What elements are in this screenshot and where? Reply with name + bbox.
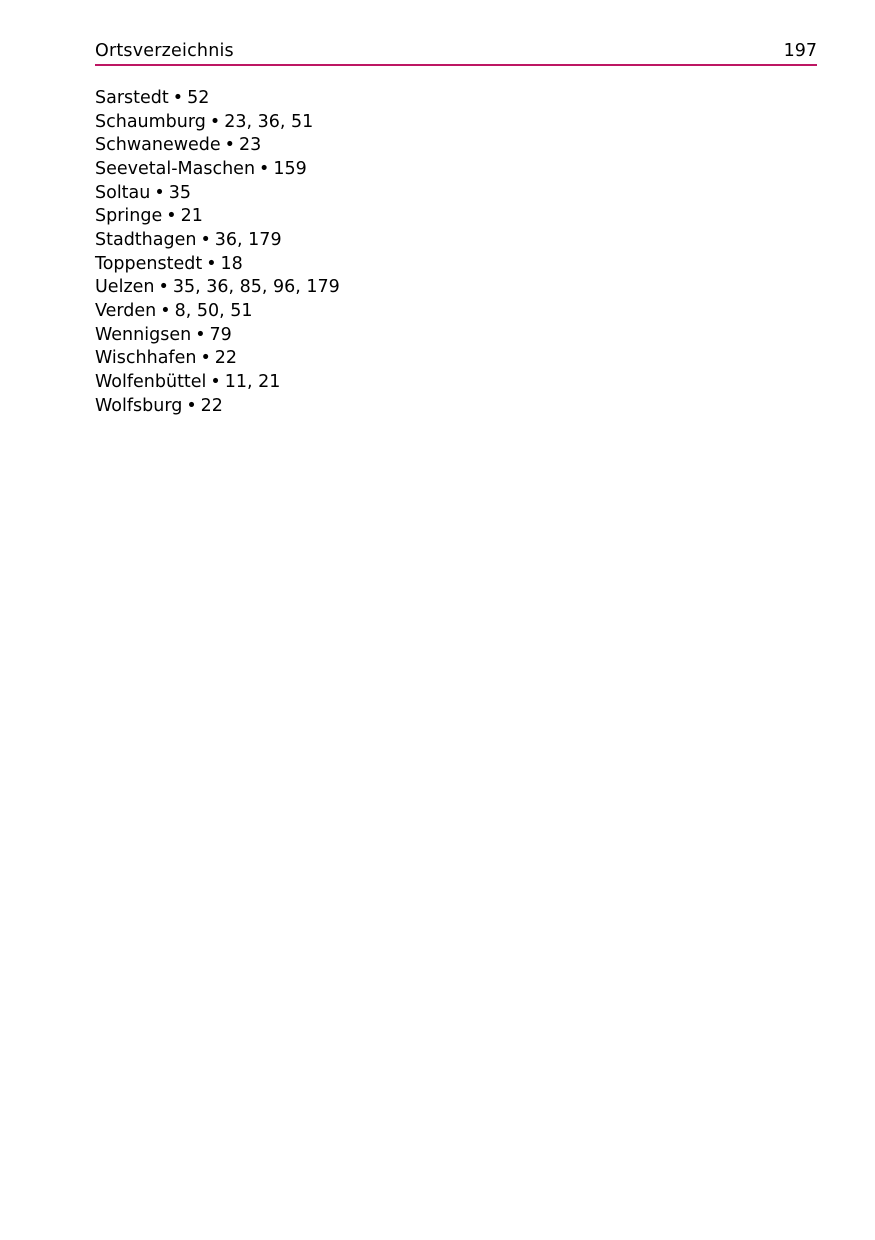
bullet-separator: • (210, 371, 221, 392)
index-entry (95, 134, 835, 158)
place-name: Wischhafen (95, 348, 197, 369)
place-name: Seevetal-Maschen (95, 158, 256, 179)
page-references: 52 (187, 88, 210, 108)
index-entry (95, 371, 835, 395)
page-references: 23, 36, 51 (224, 111, 314, 132)
bullet-separator: • (172, 88, 184, 108)
page-number: 197 (783, 41, 817, 61)
bullet-separator: • (259, 158, 270, 179)
index-entry (95, 347, 835, 371)
index-list (95, 87, 835, 418)
page-references: 159 (273, 158, 307, 179)
page-references: 35 (168, 182, 191, 203)
page-references: 36, 179 (214, 229, 282, 250)
page-references: 22 (214, 348, 238, 369)
bullet-separator: • (224, 135, 235, 156)
bullet-separator: • (160, 300, 171, 321)
bullet-separator: • (200, 348, 211, 369)
index-entry (95, 229, 835, 253)
page-header (95, 41, 817, 66)
page-references: 22 (200, 395, 223, 416)
bullet-separator: • (154, 182, 165, 203)
place-name: Uelzen (95, 277, 155, 298)
place-name: Sarstedt (95, 88, 169, 108)
index-entry (95, 300, 835, 324)
index-entry (95, 87, 835, 111)
page-references: 8, 50, 51 (174, 300, 253, 321)
page-references: 79 (209, 324, 232, 345)
index-entry (95, 253, 835, 277)
place-name: Soltau (95, 182, 151, 203)
bullet-separator: • (209, 111, 221, 132)
index-entry (95, 324, 835, 348)
page-references: 21 (180, 206, 203, 227)
index-entry (95, 395, 835, 419)
index-entry (95, 205, 835, 229)
place-name: Schaumburg (95, 111, 206, 132)
bullet-separator: • (166, 206, 177, 227)
index-entry (95, 111, 835, 135)
place-name: Springe (95, 206, 163, 227)
place-name: Verden (95, 300, 157, 321)
place-name: Toppenstedt (95, 253, 203, 274)
bullet-separator: • (195, 324, 206, 345)
page-references: 35, 36, 85, 96, 179 (172, 277, 340, 298)
place-name: Schwanewede (95, 135, 221, 156)
bullet-separator: • (158, 277, 169, 298)
index-entry (95, 276, 835, 300)
page-references: 18 (220, 253, 243, 274)
index-entry (95, 158, 835, 182)
bullet-separator: • (186, 395, 197, 416)
place-name: Wolfenbüttel (95, 371, 207, 392)
page-references: 11, 21 (224, 371, 281, 392)
bullet-separator: • (206, 253, 217, 274)
header-title: Ortsverzeichnis (95, 41, 234, 61)
page-references: 23 (239, 135, 262, 156)
place-name: Wolfsburg (95, 395, 183, 416)
index-entry (95, 182, 835, 206)
bullet-separator: • (200, 229, 211, 250)
place-name: Stadthagen (95, 229, 197, 250)
place-name: Wennigsen (95, 324, 192, 345)
